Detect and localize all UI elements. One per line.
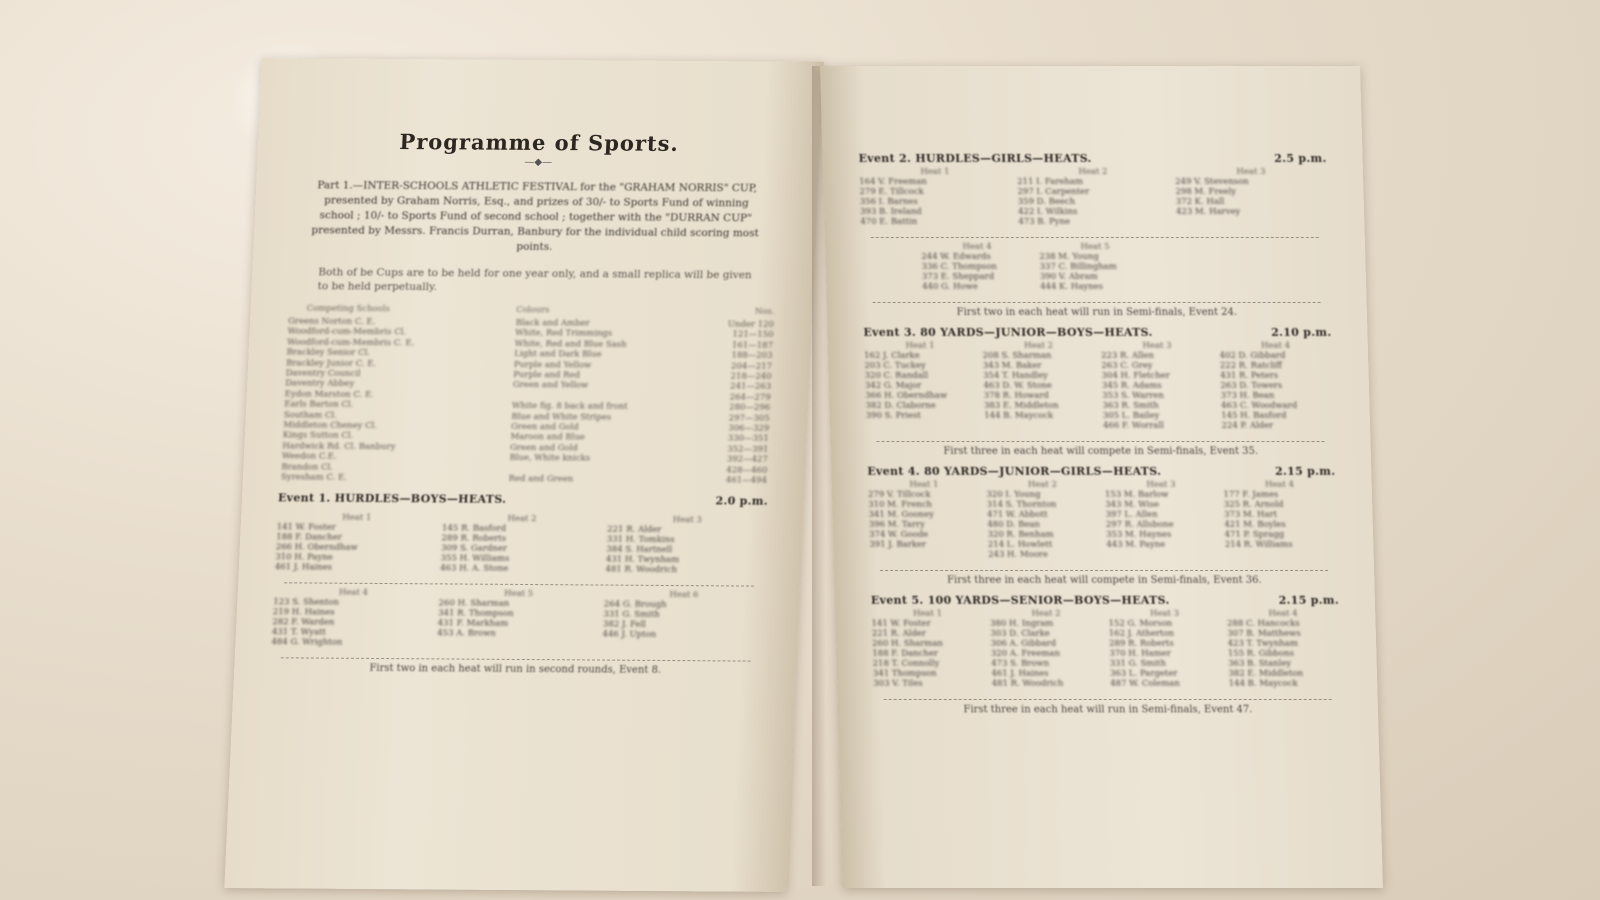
event3-footer: First three in each heat will compete in Semi-finals, Event 35.	[943, 446, 1259, 457]
school-name: Eydon Marston C. E.	[284, 389, 375, 400]
competitor-entry: 221 R. Alder	[607, 524, 662, 535]
heat-column	[1039, 242, 1152, 292]
competitor-entry: 331 H. Tomkins	[606, 534, 675, 545]
heat-column	[275, 512, 437, 573]
competitor-entry: 343 M. Wise	[1105, 500, 1160, 510]
event3-heats	[864, 341, 1335, 431]
school-colours: Red and Green	[508, 473, 574, 485]
school-numbers: 461—494	[725, 475, 768, 486]
competitor-entry: 297 R. Allsbone	[1105, 520, 1174, 530]
school-colours: Black and Amber	[515, 317, 590, 329]
school-colours: White, Red and Blue Sash	[514, 338, 627, 350]
competitor-entry: 263 D. Towers	[1220, 381, 1283, 391]
tally-rule	[281, 653, 751, 661]
school-colours: Purple and Yellow	[513, 359, 592, 371]
competitor-entry: 440 G. Howe	[922, 282, 978, 292]
school-name: Earls Barton Cl.	[284, 399, 354, 410]
competitor-entry: 423 M. Harvey	[1175, 207, 1241, 217]
competitor-entry: 444 K. Haynes	[1040, 282, 1104, 292]
tally-rule	[884, 695, 1332, 700]
event1-header	[278, 491, 768, 507]
competitor-entry: 310 M. French	[868, 500, 933, 510]
competitor-entry: 264 G. Brough	[603, 599, 667, 610]
school-numbers: 161—187	[731, 340, 774, 351]
competitor-entry: 383 E. Middleton	[983, 401, 1059, 411]
competitor-entry: 162 J. Atherton	[1108, 629, 1175, 639]
school-name: Middleton Cheney Cl.	[283, 420, 378, 431]
competitor-entry: 303 D. Clarke	[990, 629, 1050, 639]
competitor-entry: 466 F. Worrall	[1102, 421, 1165, 431]
event2-heats-bottom	[861, 242, 1330, 292]
competitor-entry: 331 G. Smith	[603, 609, 660, 620]
competitor-entry: 484 G. Wrighton	[271, 636, 343, 648]
heat-column	[1227, 609, 1342, 689]
intro-paragraph: Part 1.—INTER-SCHOOLS ATHLETIC FESTIVAL for the "GRAHAM NORRIS" CUP, presented by Graham Norris, Esq., and prizes of 30/- to Sports Fund of winning school ; 10/- to Sports Fund of second school ; together with the "DURRAN CUP" presented by Messrs. Francis Durran, Banbury for the individual child scoring most points.	[311, 179, 760, 254]
heat-label: Heat 1	[920, 167, 950, 177]
competitor-entry: 370 H. Hamer	[1109, 649, 1171, 659]
school-colours: Green and Gold	[510, 421, 579, 433]
tally-rule	[871, 233, 1319, 238]
competitor-entry: 481 R. Woodrich	[991, 679, 1064, 689]
competitor-entry: 343 M. Baker	[982, 361, 1042, 371]
school-name: Brackley Junior C. E.	[285, 357, 377, 369]
colours-col-header: Colours	[515, 304, 550, 316]
heat-column	[868, 480, 983, 560]
competitor-entry: 480 D. Bean	[987, 520, 1041, 530]
tally-rule	[872, 298, 1320, 303]
event4-header	[867, 465, 1335, 478]
event1-heats-top	[275, 512, 768, 575]
event2-header	[858, 152, 1326, 165]
heat-column	[986, 480, 1101, 560]
competitor-entry: 461 J. Haines	[274, 561, 333, 573]
competitor-entry: 446 J. Upton	[602, 629, 657, 640]
event4-heats	[868, 480, 1338, 560]
schools-table	[279, 303, 777, 486]
event3-header	[863, 326, 1331, 339]
competitor-entry: 382 J. Fell	[602, 619, 647, 630]
competitor-entry: 380 H. Ingram	[989, 619, 1054, 629]
school-name: Daventry Council	[285, 368, 361, 379]
heat-column	[1017, 167, 1171, 227]
competitor-entry: 463 H. A. Stone	[439, 562, 509, 574]
heat-label: Heat 2	[1031, 609, 1061, 619]
heat-label: Heat 3	[1146, 480, 1176, 490]
school-numbers: 428—460	[726, 465, 768, 476]
competitor-entry: 314 S. Thornton	[986, 500, 1057, 510]
school-colours: Blue and White Stripes	[511, 411, 612, 423]
school-numbers: 330—351	[727, 433, 769, 445]
competitor-entry: 266 H. Oberndhaw	[275, 541, 359, 553]
competitor-entry: 384 S. Hartnell	[606, 544, 673, 555]
competitor-entry: 390 S. Priest	[865, 411, 922, 421]
competitor-entry: 356 I. Barnes	[859, 197, 918, 207]
competitor-entry: 354 T. Handley	[983, 371, 1049, 381]
competitor-entry: 473 B. Pyne	[1018, 217, 1071, 227]
event5-title: Event 5. 100 YARDS—SENIOR—BOYS—HEATS.	[870, 594, 1170, 607]
nos-col-header: Nos.	[754, 306, 775, 317]
school-row	[279, 472, 769, 486]
heat-column	[1175, 167, 1329, 227]
event3-title: Event 3. 80 YARDS—JUNIOR—BOYS—HEATS.	[863, 326, 1153, 339]
competitor-entry: 224 P. Alder	[1221, 421, 1274, 431]
heat-column	[437, 588, 599, 649]
school-colours: Maroon and Blue	[510, 432, 586, 443]
event1-time: 2.0 p.m.	[715, 493, 769, 508]
heat-label: Heat 1	[909, 480, 939, 490]
competitor-entry: 336 C. Thompson	[921, 262, 998, 272]
competitor-entry: 305 L. Bailey	[1102, 411, 1160, 421]
competitor-entry: 461 J. Haines	[991, 669, 1049, 679]
heat-label: Heat 4	[1260, 341, 1291, 351]
competitor-entry: 391 J. Barker	[869, 540, 927, 550]
school-name: Woodford-cum-Membris Cl.	[287, 326, 407, 338]
competitor-entry: 363 B. Stanley	[1228, 659, 1292, 669]
event1-heats-bottom	[271, 587, 764, 650]
school-name: Hardwick Rd. Cl. Banbury	[282, 441, 396, 452]
competitor-entry: 310 H. Payne	[275, 551, 334, 563]
event5-footer: First three in each heat will run in Semi-finals, Event 47.	[963, 704, 1253, 715]
school-numbers: 392—427	[726, 454, 768, 465]
event1-footer: First two in each heat will run in second rounds, Event 8.	[369, 662, 662, 676]
school-numbers: Under 120	[727, 319, 775, 330]
competitor-entry: 471 P. Spragg	[1224, 530, 1285, 540]
school-name: Weedon C.E.	[281, 451, 337, 462]
school-name: Syresham C. E.	[280, 472, 348, 483]
school-colours: White fig. 8 back and front	[511, 401, 628, 412]
competitor-entry: 303 V. Tiles	[873, 679, 923, 689]
heat-label: Heat 4	[338, 587, 369, 598]
competitor-entry: 421 M. Boyles	[1224, 520, 1286, 530]
competitor-entry: 320 A. Freeman	[990, 649, 1061, 659]
competitor-entry: 366 H. Oberndhaw	[865, 391, 948, 401]
heat-column	[1223, 480, 1338, 560]
competitor-entry: 341 Thompson	[872, 669, 937, 679]
competitor-entry: 342 G. Major	[864, 381, 922, 391]
competitor-entry: 309 S. Gardner	[440, 542, 508, 554]
competitor-entry: 373 E. Sheppard	[921, 272, 995, 282]
school-numbers: 188—203	[731, 350, 773, 361]
heat-label: Heat 3	[1142, 341, 1172, 351]
school-name: Woodford-cum-Membris C. E.	[286, 337, 415, 348]
competitor-entry: 372 K. Hall	[1175, 197, 1225, 207]
competitor-entry: 431 R. Peters	[1220, 371, 1279, 381]
competitor-entry: 260 H. Sharman	[872, 639, 944, 649]
competitor-entry: 402 D. Gibbard	[1219, 351, 1286, 361]
competitor-entry: 355 H. Williams	[440, 552, 510, 564]
competitor-entry: 162 J. Clarke	[863, 351, 920, 361]
competitor-entry: 390 V. Abram	[1039, 272, 1098, 282]
cups-note: Both of be Cups are to be held for one year only, and a small replica will be given to be held perpetually.	[317, 266, 752, 294]
competitor-entry: 289 R. Roberts	[441, 532, 507, 544]
school-colours: Light and Dark Blue	[513, 349, 602, 360]
competitor-entry: 222 R. Ratcliff	[1219, 361, 1283, 371]
schools-col-header: Competing Schools	[306, 303, 391, 314]
heat-column	[602, 589, 764, 650]
competitor-entry: 177 F. James	[1223, 490, 1279, 500]
school-numbers: 264—279	[729, 392, 771, 403]
heat-column	[271, 587, 433, 648]
competitor-entry: 144 B. Maycock	[1228, 679, 1298, 689]
competitor-entry: 378 R. Howard	[983, 391, 1049, 401]
competitor-entry: 244 W. Edwards	[921, 252, 991, 262]
heat-label: Heat 3	[1236, 167, 1266, 177]
school-numbers: 306—329	[728, 423, 770, 434]
school-numbers: 241—263	[729, 381, 772, 393]
competitor-entry: 331 G. Smith	[1109, 659, 1167, 669]
competitor-entry: 431 H. Twynham	[605, 554, 680, 565]
competitor-entry: 289 R. Roberts	[1109, 639, 1174, 649]
competitor-entry: 211 I. Fareham	[1017, 177, 1084, 187]
event4-title: Event 4. 80 YARDS—JUNIOR—GIRLS—HEATS.	[867, 465, 1162, 478]
competitor-entry: 152 G. Morson	[1108, 619, 1173, 629]
competitor-entry: 325 R. Arnold	[1223, 500, 1284, 510]
competitor-entry: 298 M. Freely	[1175, 187, 1237, 197]
event1-title: Event 1. HURDLES—BOYS—HEATS.	[277, 490, 507, 506]
right-page	[820, 66, 1383, 888]
competitor-entry: 219 H. Haines	[272, 606, 335, 618]
competitor-entry: 363 L. Pargeter	[1109, 669, 1178, 679]
competitor-entry: 141 W. Foster	[871, 619, 931, 629]
heat-column	[1108, 609, 1223, 689]
school-colours: Green and Gold	[509, 442, 579, 454]
heat-label: Heat 2	[1027, 480, 1058, 490]
school-colours: White, Red Trimmings	[514, 328, 613, 339]
competitor-entry: 214 R. Williams	[1224, 540, 1293, 550]
competitor-entry: 431 T. Wyatt	[271, 626, 327, 638]
competitor-entry: 359 D. Beech	[1017, 197, 1076, 207]
competitor-entry: 341 R. Thompson	[437, 607, 514, 619]
competitor-entry: 307 B. Matthews	[1227, 629, 1301, 639]
heat-column	[1101, 341, 1216, 431]
school-name: Brandon Cl.	[281, 461, 334, 473]
event2-time: 2.5 p.m.	[1274, 152, 1327, 165]
competitor-entry: 214 L. Howlett	[987, 540, 1053, 550]
competitor-entry: 297 I. Carpenter	[1017, 187, 1090, 197]
competitor-entry: 188 F. Dancher	[872, 649, 939, 659]
programme-title: Programme of Sports.	[398, 128, 680, 156]
competitor-entry: 208 S. Sharman	[982, 351, 1052, 361]
competitor-entry: 320 R. Benham	[987, 530, 1054, 540]
competitor-entry: 155 R. Gibbons	[1227, 649, 1295, 659]
competitor-entry: 260 H. Sharman	[438, 597, 510, 609]
competitor-entry: 288 C. Hancocks	[1226, 619, 1300, 629]
competitor-entry: 473 S. Brown	[991, 659, 1050, 669]
competitor-entry: 223 R. Allen	[1100, 351, 1155, 361]
heat-column	[990, 609, 1105, 689]
competitor-entry: 382 D. Claborne	[865, 401, 936, 411]
heat-label: Heat 1	[912, 609, 943, 619]
heat-label: Heat 3	[672, 514, 703, 525]
school-numbers: 352—391	[727, 444, 769, 455]
competitor-entry: 382 E. Middleton	[1228, 669, 1304, 679]
event2-footer: First two in each heat will run in Semi-finals, Event 24.	[956, 307, 1238, 318]
event5-header	[871, 594, 1339, 607]
competitor-entry: 306 A. Gibbard	[990, 639, 1057, 649]
competitor-entry: 164 V. Freeman	[859, 177, 927, 187]
heat-label: Heat 1	[342, 512, 372, 523]
school-name: Southam Cl.	[283, 409, 338, 421]
competitor-entry: 153 M. Barlow	[1104, 490, 1169, 500]
heat-label: Heat 4	[962, 242, 992, 252]
competitor-entry: 144 B. Maycock	[984, 411, 1054, 421]
heat-label: Heat 2	[507, 513, 537, 524]
competitor-entry: 243 H. Moore	[988, 550, 1049, 560]
heat-label: Heat 3	[1149, 609, 1180, 619]
school-name: Greens Norton C. E.	[287, 316, 376, 327]
competitor-entry: 453 A. Brown	[437, 627, 497, 639]
competitor-entry: 397 L. Allen	[1105, 510, 1158, 520]
tally-rule	[284, 578, 754, 586]
competitor-entry: 341 M. Gooney	[868, 510, 935, 520]
event4-time: 2.15 p.m.	[1274, 465, 1336, 478]
competitor-entry: 481 R. Woodrich	[605, 564, 678, 575]
competitor-entry: 238 M. Young	[1039, 252, 1099, 262]
heat-column	[605, 514, 767, 575]
heat-label: Heat 1	[905, 341, 935, 351]
heat-label: Heat 2	[1023, 341, 1054, 351]
competitor-entry: 345 R. Adams	[1101, 381, 1162, 391]
heat-label: Heat 2	[1078, 167, 1108, 177]
competitor-entry: 373 M. Hart	[1223, 510, 1278, 520]
heat-column	[982, 341, 1097, 431]
school-numbers: 204—217	[730, 360, 773, 372]
school-name: Brackley Senior Cl.	[286, 347, 371, 359]
ornament-divider-icon: —◆—	[524, 156, 553, 169]
competitor-entry: 471 W. Abbott	[986, 510, 1048, 520]
heat-column	[871, 609, 986, 689]
heat-column	[859, 167, 1013, 227]
school-numbers: 297—305	[728, 413, 770, 424]
event2-heats-top	[859, 167, 1329, 227]
competitor-entry: 337 C. Billingham	[1039, 262, 1117, 272]
event5-heats	[871, 609, 1341, 689]
tally-rule	[876, 437, 1324, 442]
heat-column	[1105, 480, 1220, 560]
heat-label: Heat 6	[669, 589, 699, 600]
school-name: Daventry Abbey	[284, 378, 355, 390]
competitor-entry: 363 R. Smith	[1102, 401, 1159, 411]
competitor-entry: 320 I. Young	[986, 490, 1041, 500]
heat-label: Heat 4	[1268, 609, 1298, 619]
competitor-entry: 221 R. Alder	[871, 629, 927, 639]
tally-rule	[880, 566, 1328, 571]
competitor-entry: 422 I. Wilkins	[1017, 207, 1078, 217]
heat-label: Heat 5	[1080, 242, 1110, 252]
competitor-entry: 393 B. Ireland	[859, 207, 922, 217]
event3-time: 2.10 p.m.	[1270, 326, 1332, 339]
competitor-entry: 145 H. Basford	[1221, 411, 1287, 421]
competitor-entry: 423 T. Twynham	[1227, 639, 1299, 649]
competitor-entry: 374 W. Goode	[868, 530, 929, 540]
heat-column	[921, 242, 1034, 292]
school-numbers: 218—240	[730, 371, 772, 382]
competitor-entry: 396 M. Tarry	[868, 520, 926, 530]
school-name: Kings Sutton Cl.	[282, 430, 354, 442]
school-colours: Purple and Red	[513, 369, 581, 381]
competitor-entry: 463 D. W. Stone	[983, 381, 1052, 391]
competitor-entry: 145 R. Basford	[441, 522, 507, 534]
heat-label: Heat 5	[503, 588, 534, 599]
competitor-entry: 373 H. Bean	[1220, 391, 1275, 401]
competitor-entry: 487 W. Coleman	[1110, 679, 1180, 689]
competitor-entry: 353 M. Haynes	[1105, 530, 1172, 540]
school-colours: Green and Yellow	[512, 380, 589, 391]
competitor-entry: 249 V. Stevenson	[1175, 177, 1249, 187]
competitor-entry: 353 S. Warren	[1102, 391, 1164, 401]
competitor-entry: 203 C. Tuckey	[864, 361, 926, 371]
event4-footer: First three in each heat will compete in Semi-finals, Event 36.	[946, 575, 1262, 586]
competitor-entry: 188 F. Dancher	[276, 531, 343, 543]
competitor-entry: 431 F. Markham	[437, 617, 509, 629]
competitor-entry: 304 H. Fletcher	[1101, 371, 1170, 381]
heat-column	[440, 513, 602, 574]
competitor-entry: 141 W. Foster	[276, 521, 336, 533]
event2-title: Event 2. HURDLES—GIRLS—HEATS.	[858, 152, 1092, 165]
heat-label: Heat 4	[1264, 480, 1295, 490]
heat-column	[1219, 341, 1334, 431]
competitor-entry: 279 V. Tillcock	[867, 490, 931, 500]
competitor-entry: 123 S. Shenton	[273, 596, 340, 608]
school-numbers: 121—150	[732, 329, 774, 341]
school-numbers: 280—296	[728, 402, 771, 413]
event5-time: 2.15 p.m.	[1278, 594, 1340, 607]
competitor-entry: 463 C. Woodward	[1220, 401, 1298, 411]
left-page	[224, 58, 824, 892]
school-colours: Blue, White knicks	[509, 453, 591, 464]
competitor-entry: 320 C. Randall	[864, 371, 929, 381]
competitor-entry: 218 T. Connolly	[872, 659, 940, 669]
competitor-entry: 443 M. Payne	[1106, 540, 1166, 550]
heat-column	[864, 341, 979, 431]
competitor-entry: 279 E. Tillcock	[859, 187, 924, 197]
competitor-entry: 470 E. Battin	[860, 217, 918, 227]
competitor-entry: 282 F. Warden	[272, 616, 335, 628]
competitor-entry: 263 C. Grey	[1101, 361, 1153, 371]
